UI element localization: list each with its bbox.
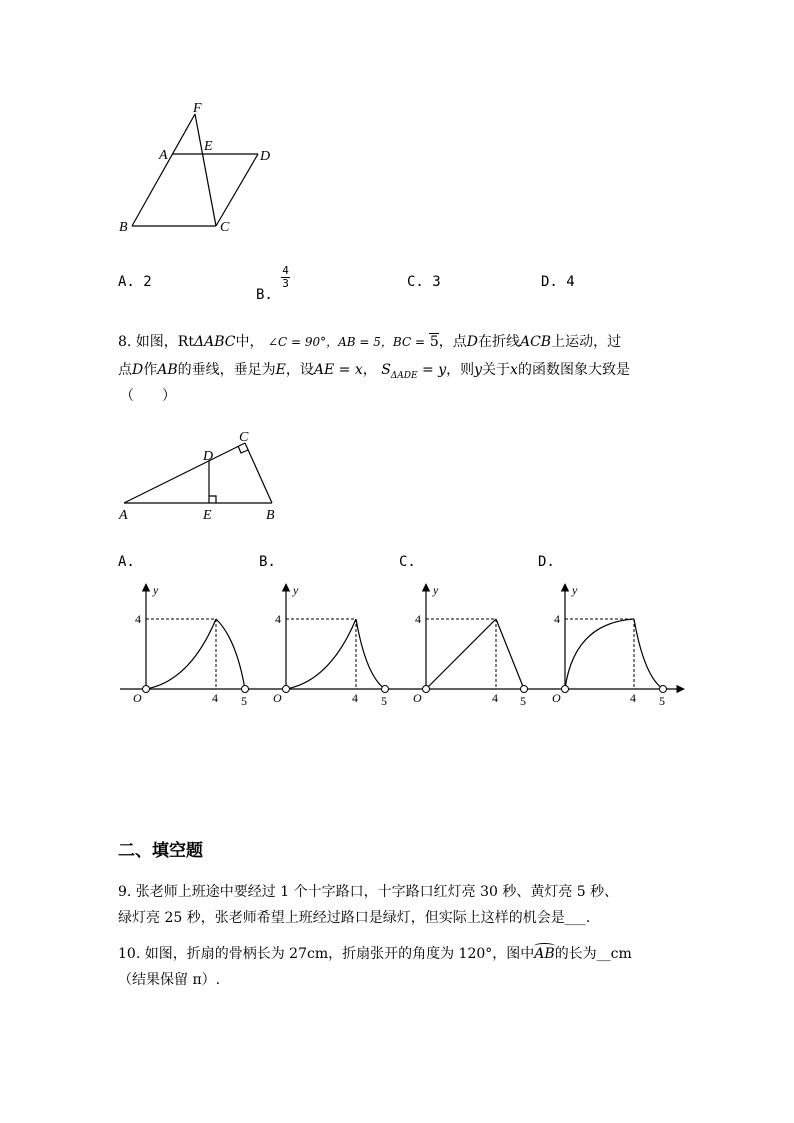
q8-math: AE = x bbox=[313, 362, 363, 378]
label-e: E bbox=[203, 508, 212, 523]
q8-text: 8. 如图，Rt bbox=[118, 334, 194, 350]
open-point-five bbox=[660, 686, 667, 693]
tick-label-x-5: 5 bbox=[381, 694, 387, 708]
right-angle-mark-e bbox=[209, 496, 216, 503]
tick-label-x-4: 4 bbox=[352, 691, 358, 705]
q8-math: x bbox=[510, 362, 518, 378]
q8-math-area bbox=[381, 362, 447, 381]
q10-text: 的长为__cm bbox=[554, 946, 632, 962]
open-point-five bbox=[382, 686, 389, 693]
fraction-denominator: 3 bbox=[282, 277, 289, 290]
curve-rising bbox=[146, 619, 216, 689]
q8-function-graphs bbox=[110, 578, 686, 710]
area-rest: = y bbox=[417, 362, 447, 378]
q8-math: D bbox=[132, 362, 144, 378]
tick-label-y-4: 4 bbox=[275, 612, 281, 626]
q8-text: 关于 bbox=[482, 362, 511, 378]
axis-label-y: y bbox=[572, 583, 578, 597]
q8-option-d: D. bbox=[538, 554, 555, 570]
q8-text: 在折线 bbox=[477, 334, 520, 350]
origin-label: O bbox=[133, 691, 142, 705]
q8-line-1 bbox=[118, 332, 621, 352]
q8-text: ，设 bbox=[285, 362, 314, 378]
fraction-numerator: 4 bbox=[282, 264, 289, 277]
tick-label-x-4: 4 bbox=[492, 691, 498, 705]
tick-label-y-4: 4 bbox=[415, 612, 421, 626]
q8-text: 中， bbox=[235, 334, 264, 350]
q7-option-a: A. 2 bbox=[118, 274, 152, 290]
q7-option-b-prefix: B. bbox=[256, 286, 273, 303]
tick-label-x-5: 5 bbox=[659, 694, 665, 708]
curve-falling bbox=[216, 619, 245, 689]
tick-label-x-5: 5 bbox=[520, 694, 526, 708]
label-b: B bbox=[266, 508, 275, 523]
label-c: C bbox=[220, 220, 230, 235]
curve-falling bbox=[634, 619, 663, 689]
q8-answer-bracket: （ ） bbox=[120, 388, 176, 404]
segment-dc bbox=[216, 154, 258, 226]
q8-math: ΔABC bbox=[193, 334, 236, 350]
q10-line-2: （结果保留 π）. bbox=[118, 972, 221, 988]
q7-option-b bbox=[256, 264, 290, 303]
area-symbol: S bbox=[381, 362, 391, 378]
q8-text: ，则 bbox=[446, 362, 475, 378]
q8-triangle-figure bbox=[112, 425, 287, 525]
origin-label: O bbox=[273, 691, 282, 705]
q8-text: 的函数图象大致是 bbox=[517, 362, 630, 378]
open-point-origin bbox=[423, 686, 430, 693]
q8-option-c: C. bbox=[399, 554, 416, 570]
q8-text: 的垂线，垂足为 bbox=[177, 362, 276, 378]
segment-fc bbox=[195, 114, 216, 226]
q8-math: D bbox=[466, 334, 478, 350]
axis-label-y: y bbox=[293, 583, 299, 597]
origin-label: O bbox=[552, 691, 561, 705]
q8-math: AB bbox=[157, 362, 178, 378]
label-f: F bbox=[193, 101, 202, 116]
q7-parallelogram-figure bbox=[115, 98, 285, 238]
q8-text: 上运动，过 bbox=[551, 334, 622, 350]
q8-math: E bbox=[275, 362, 286, 378]
q8-option-b: B. bbox=[259, 554, 276, 570]
label-d: D bbox=[203, 449, 214, 464]
q8-text: 点 bbox=[118, 362, 132, 378]
q10-text: 10. 如图，折扇的骨柄长为 27cm，折扇张开的角度为 120°，图中 bbox=[118, 946, 535, 962]
segment-cb bbox=[245, 443, 272, 503]
q7-option-d: D. 4 bbox=[541, 274, 575, 290]
tick-label-x-4: 4 bbox=[212, 691, 218, 705]
open-point-five bbox=[242, 686, 249, 693]
segment-falling bbox=[496, 619, 524, 689]
q7-option-c: C. 3 bbox=[407, 274, 441, 290]
label-b: B bbox=[119, 220, 128, 235]
tick-label-y-4: 4 bbox=[135, 612, 141, 626]
q8-text: ， bbox=[362, 362, 377, 378]
q8-line-2 bbox=[118, 360, 630, 386]
open-point-origin bbox=[562, 686, 569, 693]
q9-line-1: 9. 张老师上班途中要经过 1 个十字路口，十字路口红灯亮 30 秒、黄灯亮 5 秒、 bbox=[118, 884, 619, 900]
curve-rising bbox=[565, 619, 634, 689]
tick-label-y-4: 4 bbox=[554, 612, 560, 626]
curve-rising bbox=[286, 619, 356, 689]
segment-bf bbox=[132, 114, 195, 226]
q8-math: ACB bbox=[519, 334, 552, 350]
area-subscript: ΔADE bbox=[390, 370, 418, 381]
segment-rising bbox=[426, 619, 496, 689]
axis-label-y: y bbox=[433, 583, 439, 597]
tick-label-x-4: 4 bbox=[630, 691, 636, 705]
label-d: D bbox=[260, 149, 271, 164]
sqrt-radicand: 5 bbox=[429, 334, 439, 350]
section-heading: 二、填空题 bbox=[118, 841, 203, 861]
q8-text: ，点 bbox=[438, 334, 467, 350]
label-c: C bbox=[239, 430, 249, 445]
label-a: A bbox=[159, 148, 168, 163]
origin-label: O bbox=[413, 691, 422, 705]
q8-option-a: A. bbox=[118, 554, 135, 570]
open-point-origin bbox=[143, 686, 150, 693]
q7-option-b-fraction bbox=[281, 265, 290, 290]
axis-label-y: y bbox=[153, 583, 159, 597]
label-e: E bbox=[204, 139, 213, 154]
curve-falling bbox=[356, 619, 385, 689]
label-a: A bbox=[119, 508, 128, 523]
segment-ac bbox=[124, 443, 245, 503]
q8-math: y bbox=[474, 362, 483, 378]
q8-text: 作 bbox=[143, 362, 158, 378]
open-point-origin bbox=[283, 686, 290, 693]
open-point-five bbox=[521, 686, 528, 693]
q8-math-condition: ∠C = 90°，AB = 5，BC = bbox=[267, 335, 429, 349]
arc-ab: AB bbox=[534, 946, 555, 962]
tick-label-x-5: 5 bbox=[241, 694, 247, 708]
q10-line-1 bbox=[118, 944, 632, 964]
q9-line-2: 绿灯亮 25 秒，张老师希望上班经过路口是绿灯，但实际上这样的机会是___. bbox=[118, 910, 591, 926]
